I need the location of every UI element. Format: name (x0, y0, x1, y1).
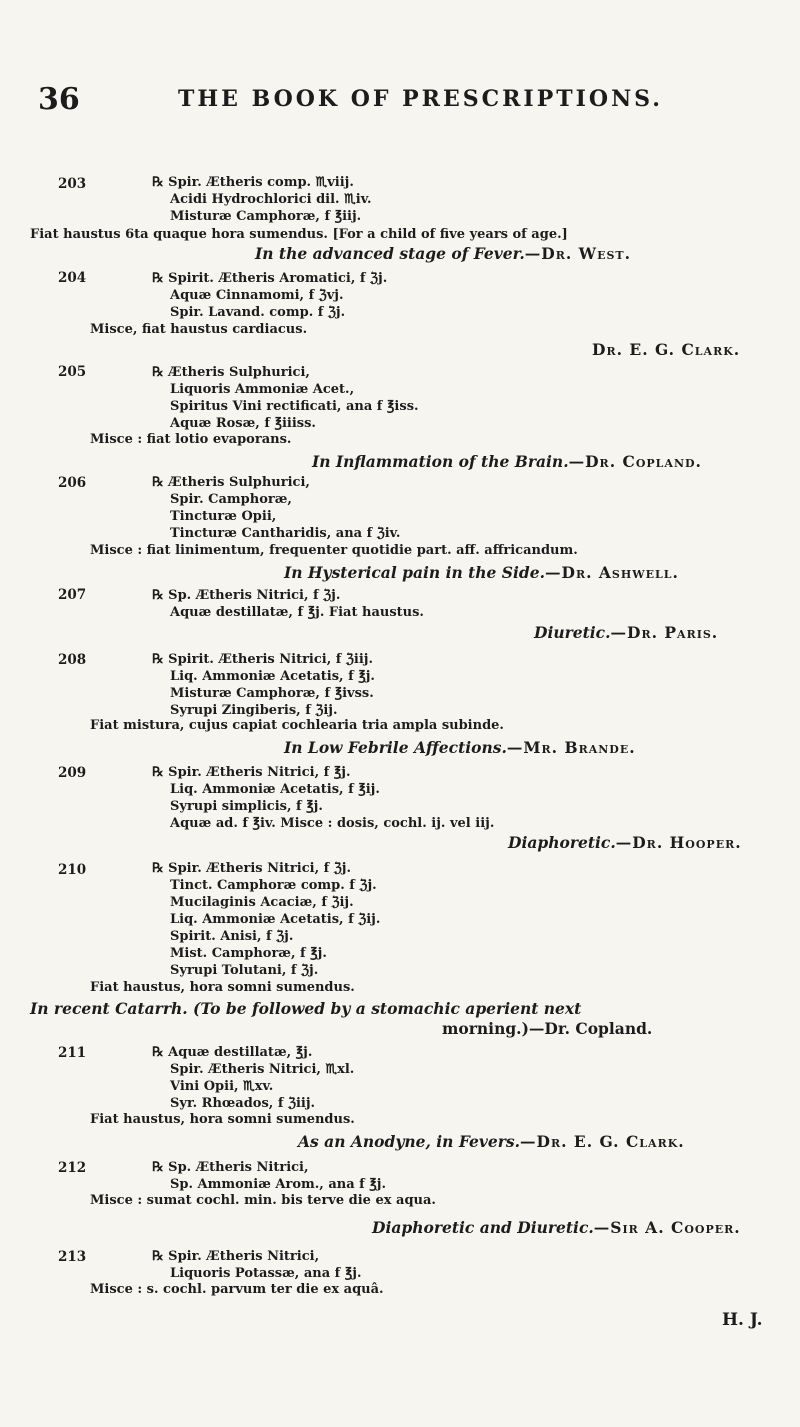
ingredient-line: Spir. Camphoræ, (170, 492, 292, 507)
ingredient-line: ℞ Sp. Ætheris Nitrici, (152, 1160, 309, 1175)
ingredient-line: Sp. Ammoniæ Arom., ana f ℥j. (170, 1177, 387, 1192)
ingredient-line: Aquæ Cinnamomi, f ℨvj. (170, 288, 344, 303)
occasion: In Low Febrile Affections.—Mr. Brande. (284, 738, 636, 757)
ingredients (152, 270, 387, 321)
direction: Misce : fiat linimentum, frequenter quotidie part. aff. affricandum. (90, 543, 578, 558)
ingredient-line: Tinct. Camphoræ comp. f ℨj. (170, 878, 377, 893)
ingredient-line: Aquæ destillatæ, f ℥j. Fiat haustus. (170, 605, 424, 620)
running-title: THE BOOK OF PRESCRIPTIONS. (178, 86, 663, 112)
ingredients (152, 474, 400, 542)
occasion: Diaphoretic.—Dr. Hooper. (508, 833, 742, 852)
ingredients (152, 1248, 362, 1282)
prescription-number: 204 (58, 270, 87, 286)
ingredient-line: Tincturæ Opii, (170, 509, 277, 524)
prescription-number: 213 (58, 1249, 87, 1265)
ingredients (152, 174, 371, 225)
ingredient-line: Misturæ Camphoræ, f ℥ivss. (170, 686, 374, 701)
prescription-number: 205 (58, 364, 87, 380)
prescription-number: 211 (58, 1045, 87, 1061)
signature: H. J. (722, 1310, 763, 1330)
ingredient-line: ℞ Ætheris Sulphurici, (152, 475, 310, 490)
page-number: 36 (38, 82, 80, 117)
prescription-number: 206 (58, 475, 87, 491)
ingredient-line: Syr. Rhœados, f ℨiij. (170, 1096, 316, 1111)
direction: Misce, fiat haustus cardiacus. (90, 322, 308, 337)
ingredient-line: ℞ Sp. Ætheris Nitrici, f ℨj. (152, 588, 341, 603)
prescription-number: 212 (58, 1160, 87, 1176)
ingredient-line: Tincturæ Cantharidis, ana f ℨiv. (170, 526, 401, 541)
ingredient-line: ℞ Spirit. Ætheris Aromatici, f ℨj. (152, 271, 388, 286)
ingredient-line: ℞ Spir. Ætheris Nitrici, (152, 1249, 320, 1264)
ingredient-line: ℞ Spir. Ætheris Nitrici, f ℥j. (152, 765, 351, 780)
direction: Misce : fiat lotio evaporans. (90, 432, 292, 447)
ingredient-line: Spiritus Vini rectificati, ana f ℥iss. (170, 399, 419, 414)
prescription-number: 209 (58, 765, 87, 781)
ingredients (152, 364, 419, 432)
direction: Fiat haustus, hora somni sumendus. (90, 980, 355, 995)
prescription-number: 210 (58, 862, 87, 878)
ingredient-line: ℞ Ætheris Sulphurici, (152, 365, 310, 380)
ingredient-line: Spir. Ætheris Nitrici, ♏︎xl. (170, 1062, 355, 1077)
ingredient-line: Acidi Hydrochlorici dil. ♏︎iv. (170, 192, 372, 207)
ingredient-line: Mucilaginis Acaciæ, f ℨij. (170, 895, 354, 910)
ingredient-line: Aquæ Rosæ, f ℥iiiss. (170, 416, 316, 431)
ingredient-line: Spirit. Anisi, f ℨj. (170, 929, 294, 944)
ingredient-line: Syrupi Tolutani, f ℨj. (170, 963, 319, 978)
occasion: In Hysterical pain in the Side.—Dr. Ashwell. (284, 563, 679, 582)
occasion: In Inflammation of the Brain.—Dr. Copland. (312, 452, 702, 471)
occasion: In the advanced stage of Fever.—Dr. West. (255, 244, 631, 263)
ingredient-line: Liq. Ammoniæ Acetatis, f ℨij. (170, 912, 381, 927)
ingredient-line: Spir. Lavand. comp. f ℨj. (170, 305, 346, 320)
prescription-number: 207 (58, 587, 87, 603)
ingredient-line: Mist. Camphoræ, f ℥j. (170, 946, 327, 961)
direction: Misce : sumat cochl. min. bis terve die ex aqua. (90, 1193, 436, 1208)
direction: Fiat mistura, cujus capiat cochlearia tria ampla subinde. (90, 718, 504, 733)
occasion: Diuretic.—Dr. Paris. (534, 623, 719, 642)
direction: Misce : s. cochl. parvum ter die ex aquâ. (90, 1282, 384, 1297)
prescription-number: 203 (58, 176, 87, 192)
ingredient-line: ℞ Spirit. Ætheris Nitrici, f ℨiij. (152, 652, 373, 667)
ingredient-line: ℞ Spir. Ætheris Nitrici, f ℨj. (152, 861, 351, 876)
ingredient-line: Syrupi Zingiberis, f ℨij. (170, 703, 338, 718)
occasion: In recent Catarrh. (To be followed by a stomachic aperient next (30, 999, 582, 1018)
ingredient-line: Misturæ Camphoræ, f ℥iij. (170, 209, 362, 224)
ingredient-line: Liq. Ammoniæ Acetatis, f ℥ij. (170, 782, 380, 797)
ingredients (152, 651, 375, 719)
occasion: Diaphoretic and Diuretic.—Sir A. Cooper. (372, 1218, 741, 1237)
ingredients (152, 860, 380, 979)
ingredients (152, 764, 494, 832)
ingredient-line: ℞ Aquæ destillatæ, ℥j. (152, 1045, 313, 1060)
ingredients (152, 587, 424, 621)
author: Dr. E. G. Clark. (592, 340, 741, 359)
prescription-number: 208 (58, 652, 87, 668)
occasion-continued: morning.)—Dr. Copland. (442, 1019, 653, 1038)
ingredient-line: Vini Opii, ♏︎xv. (170, 1079, 274, 1094)
ingredients (152, 1159, 386, 1193)
ingredient-line: Liquoris Ammoniæ Acet., (170, 382, 355, 397)
ingredients (152, 1044, 354, 1112)
ingredient-line: Syrupi simplicis, f ℥j. (170, 799, 323, 814)
ingredient-line: Aquæ ad. f ℥iv. Misce : dosis, cochl. ij. vel iij. (170, 816, 495, 831)
ingredient-line: Liquoris Potassæ, ana f ℥j. (170, 1266, 362, 1281)
occasion: As an Anodyne, in Fevers.—Dr. E. G. Clark. (298, 1132, 685, 1151)
ingredient-line: ℞ Spir. Ætheris comp. ♏︎viij. (152, 175, 354, 190)
ingredient-line: Liq. Ammoniæ Acetatis, f ℥j. (170, 669, 375, 684)
direction: Fiat haustus 6ta quaque hora sumendus. [For a child of five years of age.] (30, 227, 568, 242)
direction: Fiat haustus, hora somni sumendus. (90, 1112, 355, 1127)
